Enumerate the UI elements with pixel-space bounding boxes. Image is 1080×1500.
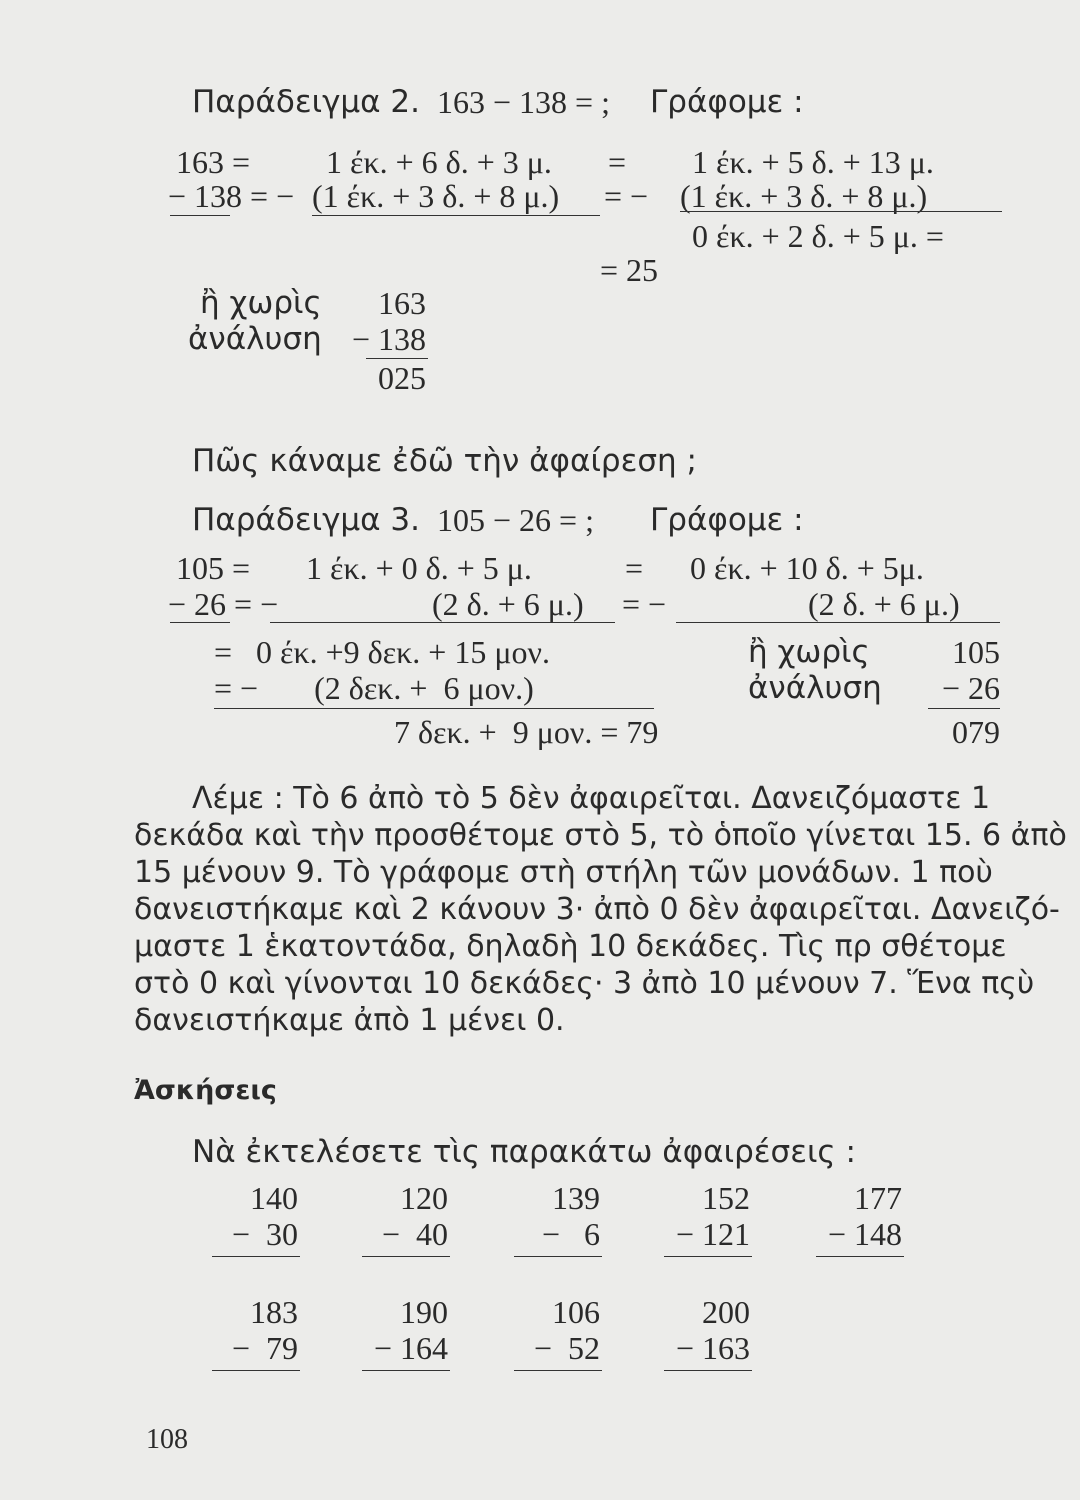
explanation-line-7: δανειστήκαμε ἀπὸ 1 μένει 0.	[134, 1003, 565, 1038]
example2-write-label: Γράφομε :	[650, 84, 804, 120]
example3-write-label: Γράφομε :	[650, 502, 804, 538]
ex3-row2-eq: = −	[622, 586, 667, 622]
exercise-2-sub: − 40	[381, 1216, 448, 1252]
ex2-alt-top: 163	[378, 285, 426, 321]
ex3-row2-right: (2 δ. + 6 μ.)	[808, 586, 960, 622]
ex3-row1-right: 0 έκ. + 10 δ. + 5μ.	[690, 550, 924, 586]
exercise-5-rule	[816, 1256, 904, 1257]
ex3-rule-mid	[270, 622, 615, 623]
exercise-7-sub: − 164	[373, 1330, 448, 1366]
ex2-row1-right: 1 έκ. + 5 δ. + 13 μ.	[692, 144, 934, 180]
ex2-rule-right	[680, 211, 1002, 212]
ex2-row2-left: − 138 = −	[168, 178, 295, 214]
ex2-row1-left: 163 =	[176, 144, 251, 180]
ex3-row4: = − (2 δεκ. + 6 μον.)	[214, 670, 534, 706]
ex2-row3-right: 0 έκ. + 2 δ. + 5 μ. =	[692, 218, 944, 254]
ex3-row5-result: 7 δεκ. + 9 μον. = 79	[394, 714, 659, 750]
exercise-8-sub: − 52	[533, 1330, 600, 1366]
ex3-row3: = 0 έκ. +9 δεκ. + 15 μον.	[214, 634, 550, 670]
ex2-row2-eq: = −	[604, 178, 649, 214]
ex2-row4-result: = 25	[600, 252, 659, 288]
exercise-9-rule	[664, 1370, 752, 1371]
example3-heading: Παράδειγμα 3.	[192, 502, 421, 538]
ex3-row1-left: 105 =	[176, 550, 251, 586]
ex3-row2-left: − 26 = −	[168, 586, 279, 622]
explanation-line-3: 15 μένουν 9. Τὸ γράφομε στὴ στήλη τῶν μονάδων. 1 πoὺ	[134, 855, 993, 890]
exercise-1-top: 140	[250, 1180, 298, 1216]
exercise-3-rule	[514, 1256, 602, 1257]
example2-heading: Παράδειγμα 2.	[192, 84, 421, 120]
exercise-5-top: 177	[854, 1180, 902, 1216]
ex3-alt-label-2: ἀνάλυση	[748, 670, 882, 706]
exercise-1-sub: − 30	[231, 1216, 298, 1252]
example2-problem: 163 − 138 = ;	[437, 84, 610, 120]
ex3-row2-mid: (2 δ. + 6 μ.)	[432, 586, 584, 622]
exercise-1-rule	[212, 1256, 300, 1257]
exercise-3-sub: − 6	[541, 1216, 600, 1252]
ex2-alt-result: 025	[378, 360, 426, 396]
ex3-row1-eq: =	[625, 550, 644, 586]
ex2-alt-rule	[366, 358, 428, 359]
exercise-2-top: 120	[400, 1180, 448, 1216]
exercise-9-sub: − 163	[675, 1330, 750, 1366]
ex3-row1-mid: 1 έκ. + 0 δ. + 5 μ.	[306, 550, 532, 586]
exercise-9-top: 200	[702, 1294, 750, 1330]
ex3-alt-rule	[928, 708, 1000, 709]
exercise-2-rule	[362, 1256, 450, 1257]
ex2-rule-mid	[312, 215, 600, 216]
ex2-row2-mid: (1 έκ. + 3 δ. + 8 μ.)	[312, 178, 560, 214]
exercise-7-top: 190	[400, 1294, 448, 1330]
explanation-line-6: στὸ 0 καὶ γίνονται 10 δεκάδες· 3 ἀπὸ 10 μένουν 7. Ἕνα πςὺ	[134, 966, 1035, 1001]
ex2-alt-sub: − 138	[351, 321, 426, 357]
explanation-line-4: δανειστήκαμε καὶ 2 κάνουν 3· ἀπὸ 0 δὲν ἀφαιρεῖται. Δανειζό-	[134, 892, 1060, 927]
ex2-row2-right: (1 έκ. + 3 δ. + 8 μ.)	[680, 178, 928, 214]
ex2-row1-eq: =	[608, 144, 627, 180]
ex2-rule-left	[170, 215, 230, 216]
ex3-alt-top: 105	[952, 634, 1000, 670]
exercise-4-sub: − 121	[675, 1216, 750, 1252]
exercises-instruction: Νὰ ἐκτελέσετε τὶς παρακάτω ἀφαιρέσεις :	[192, 1134, 856, 1170]
exercise-4-rule	[664, 1256, 752, 1257]
ex2-alt-label-2: ἀνάλυση	[188, 321, 322, 357]
exercise-5-sub: − 148	[827, 1216, 902, 1252]
exercise-6-top: 183	[250, 1294, 298, 1330]
ex3-rule-bottom	[214, 708, 654, 709]
exercise-4-top: 152	[702, 1180, 750, 1216]
example3-problem: 105 − 26 = ;	[437, 502, 594, 538]
ex2-row1-mid: 1 έκ. + 6 δ. + 3 μ.	[326, 144, 552, 180]
exercise-8-top: 106	[552, 1294, 600, 1330]
exercises-heading: Ἀσκήσεις	[134, 1075, 277, 1106]
explanation-line-1: Λέμε : Τὸ 6 ἀπὸ τὸ 5 δὲν ἀφαιρεῖται. Δανειζόμαστε 1	[192, 781, 991, 816]
exercise-8-rule	[514, 1370, 602, 1371]
ex3-alt-result: 079	[952, 714, 1000, 750]
exercise-3-top: 139	[552, 1180, 600, 1216]
ex3-rule-right	[676, 622, 1000, 623]
explanation-line-2: δεκάδα καὶ τὴν προσθέτομε στὸ 5, τὸ ὁποῖο γίνεται 15. 6 ἀπὸ	[134, 818, 1067, 853]
exercise-6-sub: − 79	[231, 1330, 298, 1366]
ex3-rule-left	[170, 622, 230, 623]
exercise-6-rule	[212, 1370, 300, 1371]
explanation-line-5: μαστε 1 ἑκατοντάδα, δηλαδὴ 10 δεκάδες. Τὶς πρ σθέτομε	[134, 929, 1007, 964]
exercise-7-rule	[362, 1370, 450, 1371]
ex2-alt-label-1: ἢ χωρὶς	[200, 285, 322, 321]
ex3-alt-label-1: ἢ χωρὶς	[748, 634, 870, 670]
question-text: Πῶς κάναμε ἐδῶ τὴν ἀφαίρεση ;	[192, 443, 697, 479]
page-number: 108	[146, 1424, 188, 1455]
ex3-alt-sub: − 26	[941, 670, 1000, 706]
